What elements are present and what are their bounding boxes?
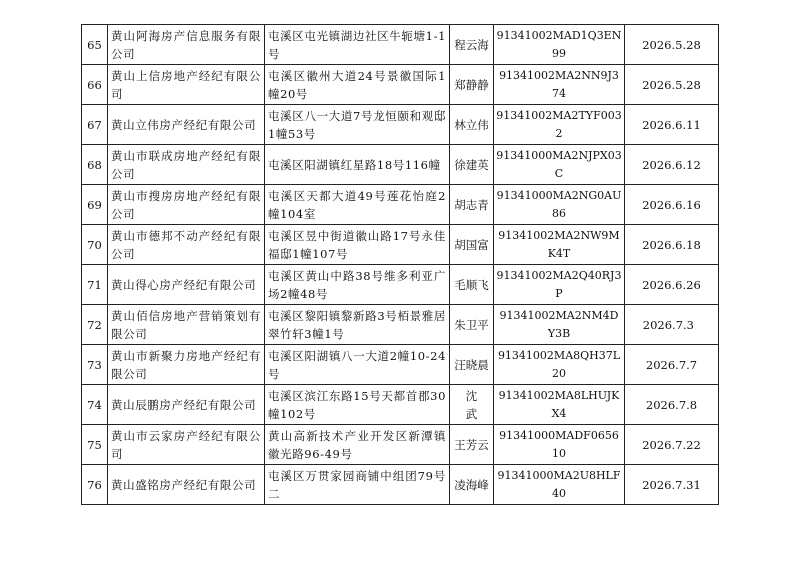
expiry-date: 2026.7.8 (625, 385, 719, 425)
credit-code: 91341002MA8QH37L20 (494, 345, 625, 385)
expiry-date: 2026.6.12 (625, 145, 719, 185)
company-address: 屯溪区黎阳镇黎新路3号栢景雅居翠竹轩3幢1号 (265, 305, 450, 345)
row-number: 74 (82, 385, 108, 425)
company-address: 屯溪区昱中街道徽山路17号永佳福邸1幢107号 (265, 225, 450, 265)
expiry-date: 2026.7.22 (625, 425, 719, 465)
table-row (82, 225, 719, 265)
legal-person: 程云海 (450, 25, 494, 65)
credit-code: 91341000MA2NG0AU86 (494, 185, 625, 225)
row-number: 70 (82, 225, 108, 265)
company-address: 屯溪区滨江东路15号天都首郡30幢102号 (265, 385, 450, 425)
legal-person: 胡国富 (450, 225, 494, 265)
company-address: 屯溪区屯光镇湖边社区牛轭塘1-1号 (265, 25, 450, 65)
expiry-date: 2026.7.3 (625, 305, 719, 345)
company-name: 黄山市联成房地产经纪有限公司 (108, 145, 265, 185)
company-address: 屯溪区万贯家园商铺中组团79号二 (265, 465, 450, 505)
company-address: 屯溪区阳湖镇红星路18号116幢 (265, 145, 450, 185)
company-address: 屯溪区黄山中路38号维多利亚广场2幢48号 (265, 265, 450, 305)
company-name: 黄山阿海房产信息服务有限公司 (108, 25, 265, 65)
credit-code: 91341002MA8LHUJKX4 (494, 385, 625, 425)
legal-person: 徐建英 (450, 145, 494, 185)
legal-person: 汪晓晨 (450, 345, 494, 385)
company-address: 黄山高新技术产业开发区新潭镇徽光路96-49号 (265, 425, 450, 465)
legal-person: 胡志青 (450, 185, 494, 225)
credit-code: 91341000MA2NJPX03C (494, 145, 625, 185)
legal-person: 毛顺飞 (450, 265, 494, 305)
row-number: 66 (82, 65, 108, 105)
company-address: 屯溪区天都大道49号莲花怡庭2幢104室 (265, 185, 450, 225)
credit-code: 91341002MA2Q40RJ3P (494, 265, 625, 305)
row-number: 65 (82, 25, 108, 65)
registry-table-page (81, 24, 718, 505)
company-name: 黄山市新聚力房地产经纪有限公司 (108, 345, 265, 385)
credit-code: 91341002MA2NW9MK4T (494, 225, 625, 265)
expiry-date: 2026.5.28 (625, 65, 719, 105)
table-row (82, 145, 719, 185)
table-row (82, 105, 719, 145)
company-address: 屯溪区八一大道7号龙恒颐和观邸1幢53号 (265, 105, 450, 145)
credit-code: 91341002MA2NM4DY3B (494, 305, 625, 345)
row-number: 73 (82, 345, 108, 385)
company-address: 屯溪区阳湖镇八一大道2幢10-24号 (265, 345, 450, 385)
legal-person: 林立伟 (450, 105, 494, 145)
company-name: 黄山立伟房产经纪有限公司 (108, 105, 265, 145)
credit-code: 91341002MA2TYF0032 (494, 105, 625, 145)
table-row (82, 65, 719, 105)
table-row (82, 185, 719, 225)
company-name: 黄山得心房产经纪有限公司 (108, 265, 265, 305)
credit-code: 91341002MAD1Q3EN99 (494, 25, 625, 65)
table-row (82, 305, 719, 345)
company-name: 黄山市德邦不动产经纪有限公司 (108, 225, 265, 265)
table-row (82, 385, 719, 425)
table-row (82, 465, 719, 505)
row-number: 72 (82, 305, 108, 345)
legal-person: 郑静静 (450, 65, 494, 105)
expiry-date: 2026.6.18 (625, 225, 719, 265)
legal-person: 王芳云 (450, 425, 494, 465)
company-name: 黄山市搜房房地产经纪有限公司 (108, 185, 265, 225)
table-row (82, 425, 719, 465)
company-name: 黄山上信房地产经纪有限公司 (108, 65, 265, 105)
company-registry-table (81, 24, 719, 505)
expiry-date: 2026.6.16 (625, 185, 719, 225)
credit-code: 91341000MADF065610 (494, 425, 625, 465)
legal-person: 沈武 (450, 385, 494, 425)
legal-person: 朱卫平 (450, 305, 494, 345)
company-name: 黄山佰信房地产营销策划有限公司 (108, 305, 265, 345)
expiry-date: 2026.6.11 (625, 105, 719, 145)
row-number: 75 (82, 425, 108, 465)
credit-code: 91341002MA2NN9J374 (494, 65, 625, 105)
table-row (82, 345, 719, 385)
table-row (82, 265, 719, 305)
expiry-date: 2026.7.7 (625, 345, 719, 385)
table-row (82, 25, 719, 65)
row-number: 67 (82, 105, 108, 145)
company-address: 屯溪区徽州大道24号景徽国际1幢20号 (265, 65, 450, 105)
company-name: 黄山市云家房产经纪有限公司 (108, 425, 265, 465)
company-name: 黄山辰鹏房产经纪有限公司 (108, 385, 265, 425)
expiry-date: 2026.6.26 (625, 265, 719, 305)
row-number: 69 (82, 185, 108, 225)
credit-code: 91341000MA2U8HLF40 (494, 465, 625, 505)
row-number: 68 (82, 145, 108, 185)
row-number: 71 (82, 265, 108, 305)
row-number: 76 (82, 465, 108, 505)
expiry-date: 2026.5.28 (625, 25, 719, 65)
expiry-date: 2026.7.31 (625, 465, 719, 505)
legal-person: 凌海峰 (450, 465, 494, 505)
company-name: 黄山盛铭房产经纪有限公司 (108, 465, 265, 505)
